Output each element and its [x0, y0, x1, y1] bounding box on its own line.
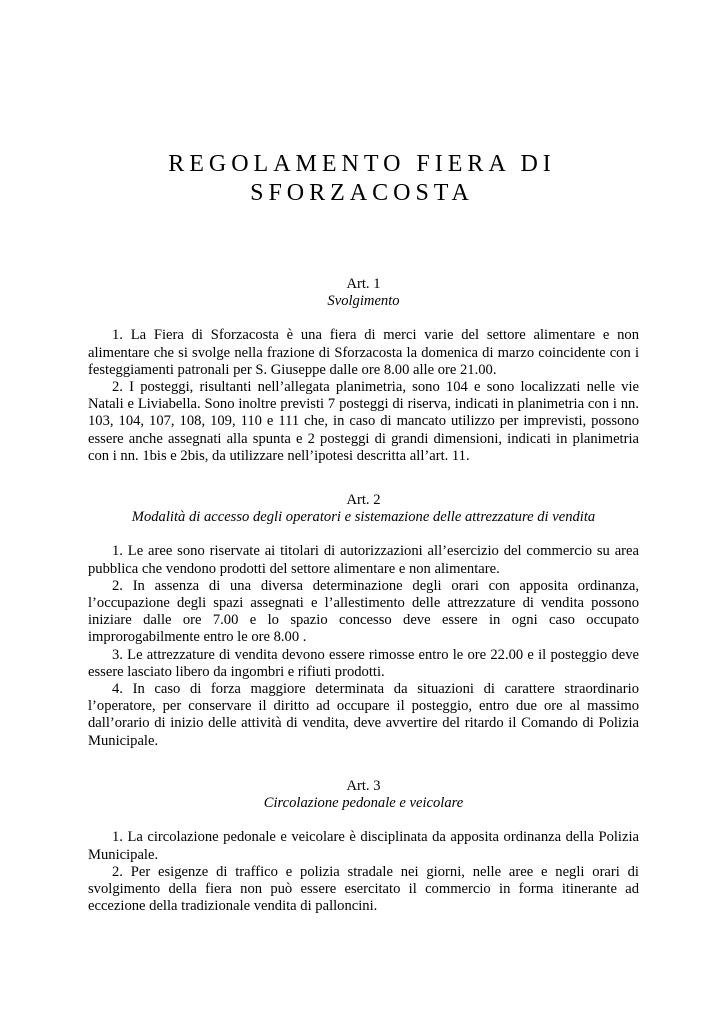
article-2 — [88, 492, 639, 750]
paragraph: 1. La Fiera di Sforzacosta è una fiera di merci varie del settore alimentare e non alimentare che si svolge nella frazione di Sforzacosta la domenica di marzo coincidente con i festeggiamenti patronali per S. Giuseppe dalle ore 8.00 alle ore 21.00. — [88, 327, 639, 378]
article-number: Art. 2 — [346, 492, 381, 508]
article-body — [88, 543, 639, 749]
paragraph: 4. In caso di forza maggiore determinata da situazioni di carattere straordinario l’operatore, per conservare il diritto ad occupare il posteggio, entro due ore al massimo dall’orario di inizio delle attività di vendita, deve avvertire del ritardo il Comando di Polizia Municipale. — [88, 681, 639, 749]
article-number: Art. 3 — [346, 778, 381, 794]
paragraph: 3. Le attrezzature di vendita devono essere rimosse entro le ore 22.00 e il posteggio deve essere lasciato libero da ingombri e rifiuti prodotti. — [88, 646, 639, 680]
article-number: Art. 1 — [346, 276, 381, 292]
article-subtitle: Circolazione pedonale e veicolare — [263, 795, 464, 812]
paragraph: 2. I posteggi, risultanti nell’allegata planimetria, sono 104 e sono localizzati nelle vie Natali e Liviabella. Sono inoltre previsti 7 posteggi di riserva, indicati in planimetria con i nn. 103, 104, 107, 108, 109, 110 e 111 che, in caso di mancato utilizzo per imprevisti, possono essere anche assegnati alla spunta e 2 posteggi di grandi dimensioni, indicati in planimetria con i nn. 1bis e 2bis, da utilizzare nell’ipotesi descritta all’art. 11. — [88, 379, 639, 464]
paragraph: 1. Le aree sono riservate ai titolari di autorizzazioni all’esercizio del commercio su area pubblica che vendono prodotti del settore alimentare e non alimentare. — [88, 543, 639, 577]
article-body — [88, 829, 639, 915]
article-body — [88, 327, 639, 465]
paragraph: 2. In assenza di una diversa determinazione degli orari con apposita ordinanza, l’occupazione degli spazi assegnati e l’allestimento delle attrezzature di vendita possono iniziare dalle ore 7.00 e lo spazio concesso deve essere in ogni caso occupato improrogabilmente entro le ore 8.00 . — [88, 577, 639, 646]
article-1 — [88, 276, 639, 465]
document-title — [0, 150, 724, 208]
article-subtitle: Modalità di accesso degli operatori e sistemazione delle attrezzature di vendita — [131, 509, 596, 526]
title-line-1: REGOLAMENTO FIERA DI — [168, 151, 556, 177]
paragraph: 2. Per esigenze di traffico e polizia stradale nei giorni, nelle aree e negli orari di svolgimento della fiera non può essere esercitato il commercio in forma itinerante ad eccezione della tradizionale vendita di palloncini. — [88, 863, 639, 915]
article-3 — [88, 778, 639, 915]
title-line-2: SFORZACOSTA — [250, 180, 474, 206]
paragraph: 1. La circolazione pedonale e veicolare è disciplinata da apposita ordinanza della Polizia Municipale. — [88, 829, 639, 863]
article-subtitle: Svolgimento — [327, 293, 400, 310]
